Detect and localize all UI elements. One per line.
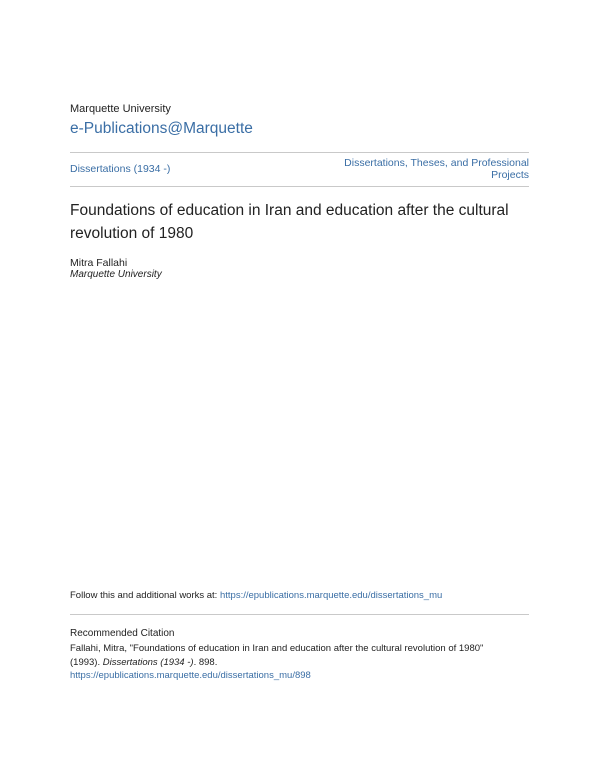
- citation-block: [70, 642, 530, 683]
- divider-bottom: [70, 614, 529, 615]
- citation-link[interactable]: https://epublications.marquette.edu/dissertations_mu/898: [70, 670, 311, 681]
- follow-text: Follow this and additional works at:: [70, 590, 220, 601]
- citation-number: . 898.: [193, 656, 218, 668]
- divider-top: [70, 152, 529, 153]
- document-title: Foundations of education in Iran and education after the cultural revolution of 1980: [70, 202, 509, 242]
- collection-link-dissertations-theses[interactable]: Dissertations, Theses, and Professional Projects: [344, 157, 529, 181]
- citation-year: (1993).: [70, 656, 103, 668]
- author-affiliation: Marquette University: [70, 269, 162, 280]
- citation-line-1: Fallahi, Mitra, "Foundations of education in Iran and education after the cultural revolution of 1980": [70, 643, 484, 654]
- author-name: Mitra Fallahi: [70, 257, 128, 269]
- repository-link[interactable]: e-Publications@Marquette: [70, 120, 253, 137]
- follow-link[interactable]: https://epublications.marquette.edu/dissertations_mu: [219, 590, 443, 601]
- citation-series: Dissertations (1934 -): [102, 656, 194, 668]
- collection-link-dissertations[interactable]: Dissertations (1934 -): [70, 163, 171, 175]
- follow-line: [70, 590, 442, 601]
- divider-middle: [70, 186, 529, 187]
- institution-name: Marquette University: [70, 103, 171, 115]
- citation-heading: Recommended Citation: [70, 628, 175, 639]
